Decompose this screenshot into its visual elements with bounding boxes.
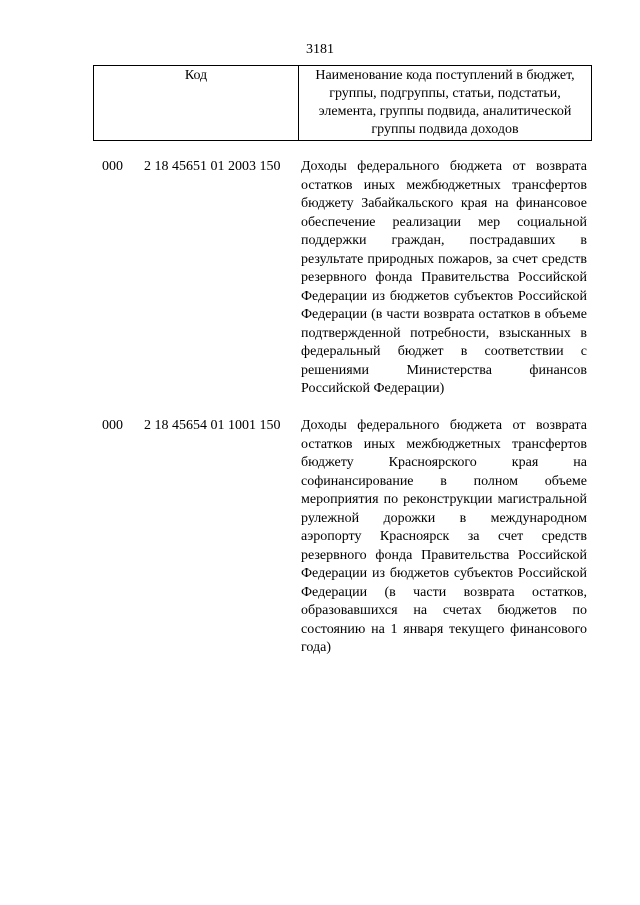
table-header bbox=[93, 65, 592, 141]
admin-code: 000 bbox=[102, 418, 123, 433]
page-number: 3181 bbox=[306, 42, 334, 57]
income-description: Доходы федерального бюджета от возврата остатков иных межбюджетных трансфертов бюджету Забайкальского края на финансовое обеспечение реализации мер социальной поддержки граждан, пострадавших в результате природных пожаров, за счет средств резервного фонда Правительства Российской Федерации из бюджетов субъектов Российской Федерации (в части возврата остатков в объеме подтвержденной потребности, взысканных в федеральный бюджет в соответствии с решениями Министерства финансов Российской Федерации) bbox=[301, 159, 587, 396]
budget-code: 2 18 45651 01 2003 150 bbox=[144, 159, 281, 174]
budget-code: 2 18 45654 01 1001 150 bbox=[144, 418, 281, 433]
admin-code: 000 bbox=[102, 159, 123, 174]
header-code-label: Код bbox=[94, 66, 299, 140]
income-description: Доходы федерального бюджета от возврата остатков иных межбюджетных трансфертов бюджету Красноярского края на софинансирование в полном объеме мероприятия по реконструкции магистральной рулежной дорожки в международном аэропорту Красноярск за счет средств резервного фонда Правительства Российской Федерации из бюджетов субъектов Российской Федерации (в части возврата остатков, образовавшихся на счетах бюджетов по состоянию на 1 января текущего финансового года) bbox=[301, 418, 587, 655]
header-name-label: Наименование кода поступлений в бюджет, группы, подгруппы, статьи, подстатьи, элемента, группы подвида, аналитической группы подвида доходов bbox=[315, 68, 575, 137]
